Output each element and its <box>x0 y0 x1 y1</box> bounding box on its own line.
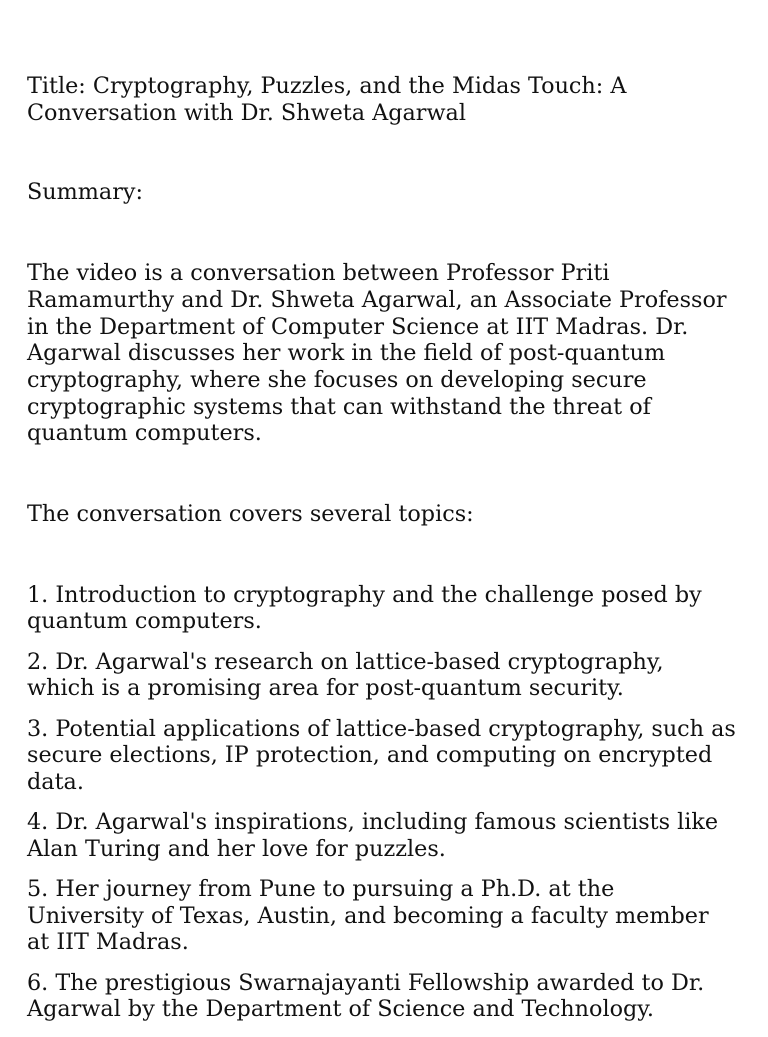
topic-item: 2. Dr. Agarwal's research on lattice-based cryptography, which is a promising area for post-quantum security. <box>27 648 664 702</box>
topic-list <box>27 582 737 1023</box>
document-title: Title: Cryptography, Puzzles, and the Midas Touch: A Conversation with Dr. Shweta Agarwal <box>27 73 627 126</box>
document-page <box>27 73 737 1037</box>
topic-item: 4. Dr. Agarwal's inspirations, including famous scientists like Alan Turing and her love for puzzles. <box>27 809 719 862</box>
topic-item: 3. Potential applications of lattice-based cryptography, such as secure elections, IP protection, and computing on encrypted data. <box>27 715 736 795</box>
topic-item: 1. Introduction to cryptography and the challenge posed by quantum computers. <box>27 581 702 635</box>
summary-paragraph: The video is a conversation between Professor Priti Ramamurthy and Dr. Shweta Agarwal, an Associate Professor in the Department of Computer Science at IIT Madras. Dr. Agarwal discusses her work in the field of post-quantum cryptography, where she focuses on developing secure cryptographic systems that can withstand the threat of quantum computers. <box>27 260 727 447</box>
topic-item: 6. The prestigious Swarnajayanti Fellowship awarded to Dr. Agarwal by the Department of Science and Technology. <box>27 969 705 1023</box>
summary-heading: Summary: <box>27 179 143 206</box>
topics-intro: The conversation covers several topics: <box>27 501 474 528</box>
topic-item: 5. Her journey from Pune to pursuing a Ph.D. at the University of Texas, Austin, and becoming a faculty member at IIT Madras. <box>27 876 709 956</box>
